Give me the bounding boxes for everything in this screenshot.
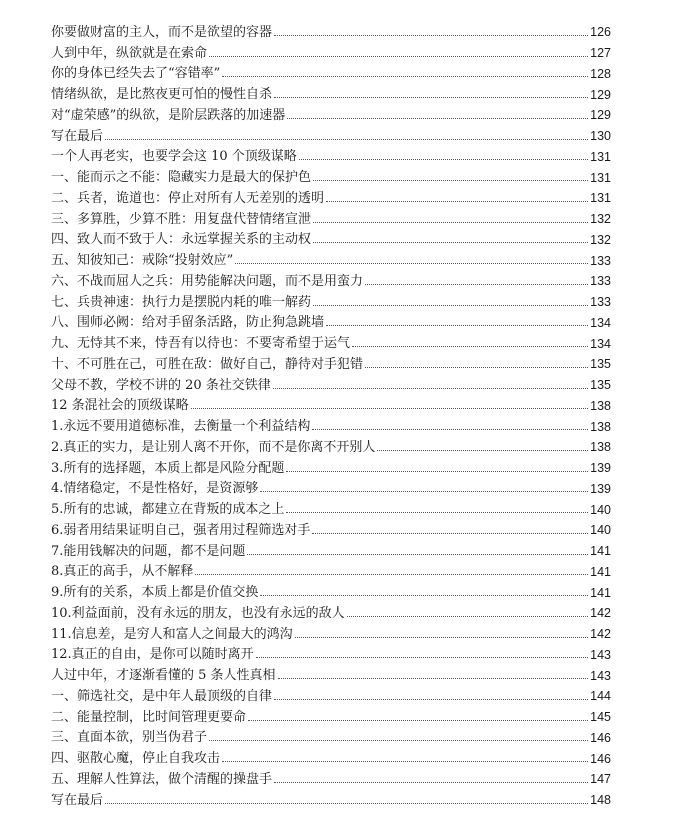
toc-entry-title[interactable]: 五、知彼知己：戒除“投射效应” xyxy=(51,253,234,268)
toc-entry-title[interactable]: 3.所有的选择题，本质上都是风险分配题 xyxy=(51,460,285,476)
toc-entry[interactable] xyxy=(51,145,611,166)
dot-leader xyxy=(299,159,588,160)
toc-entry[interactable] xyxy=(51,684,611,705)
toc-entry-page-number[interactable]: 142 xyxy=(590,606,611,621)
dot-leader xyxy=(365,284,588,285)
toc-entry-title[interactable]: 12 条混社会的顶级谋略 xyxy=(51,398,189,414)
toc-entry-page-number[interactable]: 132 xyxy=(590,232,611,247)
toc-entry-page-number[interactable]: 138 xyxy=(590,398,611,413)
toc-entry-page-number[interactable]: 139 xyxy=(590,461,611,475)
toc-entry-page-number[interactable]: 131 xyxy=(590,191,611,206)
toc-entry-title[interactable]: 七、兵贵神速：执行力是摆脱内耗的唯一解药 xyxy=(51,294,312,310)
toc-entry[interactable] xyxy=(51,746,611,767)
dot-leader xyxy=(209,56,588,57)
toc-entry[interactable] xyxy=(51,394,611,415)
toc-entry-title[interactable]: 12.真正的自由，是你可以随时离开 xyxy=(51,647,254,663)
toc-entry-title[interactable]: 你的身体已经失去了“容错率” xyxy=(51,66,221,82)
toc-entry-title[interactable]: 一、能而示之不能：隐藏实力是最大的保护色 xyxy=(51,170,312,185)
toc-entry-title[interactable]: 你要做财富的主人，而不是欲望的容器 xyxy=(51,24,273,40)
dot-leader xyxy=(313,305,588,306)
toc-entry-page-number[interactable]: 141 xyxy=(590,585,611,600)
toc-entry-title[interactable]: 7.能用钱解决的问题，都不是问题 xyxy=(51,543,246,559)
toc-entry-page-number[interactable]: 139 xyxy=(590,481,611,496)
dot-leader xyxy=(273,388,588,389)
toc-entry-page-number[interactable]: 140 xyxy=(590,523,611,538)
dot-leader xyxy=(209,740,588,741)
toc-entry-title[interactable]: 一个人再老实，也要学会这 10 个顶级谋略 xyxy=(51,149,297,165)
toc-entry-page-number[interactable]: 143 xyxy=(590,647,611,662)
toc-entry[interactable] xyxy=(51,331,611,352)
dot-leader xyxy=(326,325,588,326)
toc-entry-page-number[interactable]: 130 xyxy=(590,129,611,143)
dot-leader xyxy=(260,595,588,596)
toc-entry-page-number[interactable]: 135 xyxy=(590,357,611,372)
dot-leader xyxy=(286,512,588,513)
toc-entry-title[interactable]: 人过中年，才逐渐看懂的 5 条人性真相 xyxy=(51,668,276,683)
toc-entry-title[interactable]: 二、兵者，诡道也：停止对所有人无差别的透明 xyxy=(51,190,325,206)
toc-entry[interactable] xyxy=(51,726,611,747)
dot-leader xyxy=(365,367,588,368)
dot-leader xyxy=(256,657,588,658)
toc-entry-title[interactable]: 11.信息差，是穷人和富人之间最大的鸿沟 xyxy=(51,626,293,642)
toc-entry[interactable] xyxy=(51,788,611,809)
toc-entry-title[interactable]: 十、不可胜在己，可胜在敌：做好自己，静待对手犯错 xyxy=(51,356,364,372)
toc-entry[interactable] xyxy=(51,435,611,456)
toc-entry-page-number[interactable]: 132 xyxy=(590,212,611,226)
toc-entry-page-number[interactable]: 138 xyxy=(590,440,611,455)
toc-entry[interactable] xyxy=(51,186,611,207)
toc-entry-page-number[interactable]: 146 xyxy=(590,751,611,766)
dot-leader xyxy=(105,139,588,140)
toc-entry[interactable] xyxy=(51,539,611,560)
toc-entry[interactable] xyxy=(51,41,611,62)
toc-entry-title[interactable]: 一、筛选社交，是中年人最顶级的自律 xyxy=(51,688,273,704)
toc-entry[interactable] xyxy=(51,228,611,249)
dot-leader xyxy=(286,471,588,472)
dot-leader xyxy=(247,554,588,555)
toc-entry[interactable] xyxy=(51,82,611,103)
toc-entry-title[interactable]: 八、围师必阙：给对手留条活路，防止狗急跳墙 xyxy=(51,315,325,331)
toc-entry-title[interactable]: 9.所有的关系，本质上都是价值交换 xyxy=(51,585,259,600)
dot-leader xyxy=(352,346,588,347)
toc-entry-title[interactable]: 父母不教，学校不讲的 20 条社交铁律 xyxy=(51,377,271,393)
toc-entry-page-number[interactable]: 147 xyxy=(590,772,611,787)
toc-entry[interactable] xyxy=(51,580,611,601)
toc-entry[interactable] xyxy=(51,290,611,311)
dot-leader xyxy=(274,782,588,783)
toc-entry-title[interactable]: 五、理解人性算法，做个清醒的操盘手 xyxy=(51,771,273,787)
toc-entry-page-number[interactable]: 134 xyxy=(590,336,611,351)
toc-entry-page-number[interactable]: 145 xyxy=(590,710,611,724)
toc-entry-title[interactable]: 10.利益面前，没有永远的朋友，也没有永远的敌人 xyxy=(51,605,345,621)
dot-leader xyxy=(260,491,588,492)
toc-entry[interactable] xyxy=(51,477,611,498)
toc-entry-title[interactable]: 二、能量控制，比时间管理更要命 xyxy=(51,709,247,725)
toc-entry-page-number[interactable]: 127 xyxy=(590,46,611,60)
toc-entry-title[interactable]: 四、驱散心魔，停止自我攻击 xyxy=(51,751,221,766)
toc-entry[interactable] xyxy=(51,518,611,539)
toc-entry-page-number[interactable]: 129 xyxy=(590,87,611,102)
dot-leader xyxy=(326,201,588,202)
dot-leader xyxy=(274,97,588,98)
toc-entry[interactable] xyxy=(51,311,611,332)
dot-leader xyxy=(195,574,588,575)
toc-entry[interactable] xyxy=(51,663,611,684)
toc-entry-page-number[interactable]: 141 xyxy=(590,564,611,579)
toc-entry-page-number[interactable]: 134 xyxy=(590,315,611,330)
dot-leader xyxy=(278,678,589,679)
toc-entry[interactable] xyxy=(51,248,611,269)
dot-leader xyxy=(274,699,588,700)
toc-entry-page-number[interactable]: 144 xyxy=(590,689,611,704)
toc-entry-title[interactable]: 情绪纵欲，是比熬夜更可怕的慢性自杀 xyxy=(51,87,273,102)
toc-entry[interactable] xyxy=(51,124,611,145)
toc-entry-page-number[interactable]: 131 xyxy=(590,170,611,185)
toc-entry[interactable] xyxy=(51,373,611,394)
toc-entry-page-number[interactable]: 138 xyxy=(590,419,611,434)
toc-entry-page-number[interactable]: 133 xyxy=(590,295,611,309)
toc-entry-title[interactable]: 4.情绪稳定，不是性格好，是资源够 xyxy=(51,481,259,497)
toc-entry-page-number[interactable]: 148 xyxy=(590,793,611,807)
toc-entry[interactable] xyxy=(51,643,611,664)
dot-leader xyxy=(295,637,588,638)
toc-entry-title[interactable]: 九、无恃其不来，恃吾有以待也：不要寄希望于运气 xyxy=(51,336,351,351)
dot-leader xyxy=(313,222,588,223)
dot-leader xyxy=(347,616,588,617)
toc-entry-title[interactable]: 三、直面本欲，别当伪君子 xyxy=(51,730,208,746)
toc-entry[interactable] xyxy=(51,622,611,643)
dot-leader xyxy=(313,180,588,181)
dot-leader xyxy=(105,803,588,804)
toc-entry-page-number[interactable]: 133 xyxy=(590,274,611,289)
toc-entry[interactable] xyxy=(51,456,611,477)
dot-leader xyxy=(312,533,588,534)
toc-entry-title[interactable]: 1.永远不要用道德标准，去衡量一个利益结构 xyxy=(51,419,311,434)
toc-entry-title[interactable]: 2.真正的实力，是让别人离不开你，而不是你离不开别人 xyxy=(51,439,376,455)
toc-entry[interactable] xyxy=(51,103,611,124)
dot-leader xyxy=(222,76,588,77)
toc-entry[interactable] xyxy=(51,560,611,581)
toc-entry-page-number[interactable]: 140 xyxy=(590,502,611,517)
table-of-contents xyxy=(51,20,611,809)
toc-entry-title[interactable]: 人到中年，纵欲就是在索命 xyxy=(51,45,208,61)
toc-entry-title[interactable]: 对“虚荣感”的纵欲，是阶层跌落的加速器 xyxy=(51,107,286,123)
toc-entry-title[interactable]: 8.真正的高手，从不解释 xyxy=(51,564,194,580)
toc-entry-title[interactable]: 三、多算胜，少算不胜：用复盘代替情绪宣泄 xyxy=(51,211,312,227)
toc-entry-page-number[interactable]: 126 xyxy=(590,25,611,40)
dot-leader xyxy=(235,263,588,264)
toc-entry-page-number[interactable]: 133 xyxy=(590,253,611,268)
toc-entry[interactable] xyxy=(51,601,611,622)
toc-entry[interactable] xyxy=(51,497,611,518)
dot-leader xyxy=(377,450,588,451)
dot-leader xyxy=(274,35,588,36)
dot-leader xyxy=(248,720,588,721)
toc-entry[interactable] xyxy=(51,165,611,186)
toc-entry[interactable] xyxy=(51,352,611,373)
toc-entry-title[interactable]: 四、致人而不致于人：永远掌握关系的主动权 xyxy=(51,232,312,248)
toc-entry[interactable] xyxy=(51,414,611,435)
toc-entry-page-number[interactable]: 142 xyxy=(590,627,611,641)
toc-entry-page-number[interactable]: 135 xyxy=(590,378,611,392)
dot-leader xyxy=(312,429,588,430)
toc-entry[interactable] xyxy=(51,20,611,41)
toc-entry[interactable] xyxy=(51,705,611,726)
toc-entry[interactable] xyxy=(51,62,611,83)
toc-entry-page-number[interactable]: 146 xyxy=(590,730,611,745)
toc-entry-page-number[interactable]: 131 xyxy=(590,149,611,164)
toc-entry-title[interactable]: 写在最后 xyxy=(51,128,104,144)
dot-leader xyxy=(313,242,588,243)
dot-leader xyxy=(222,761,588,762)
toc-entry-title[interactable]: 6.弱者用结果证明自己，强者用过程筛选对手 xyxy=(51,522,311,538)
toc-entry-title[interactable]: 5.所有的忠诚，都建立在背叛的成本之上 xyxy=(51,502,285,517)
dot-leader xyxy=(287,118,588,119)
toc-entry-title[interactable]: 写在最后 xyxy=(51,792,104,808)
toc-entry[interactable] xyxy=(51,269,611,290)
toc-entry-page-number[interactable]: 141 xyxy=(590,544,611,558)
dot-leader xyxy=(191,408,588,409)
toc-entry-page-number[interactable]: 128 xyxy=(590,66,611,81)
toc-entry[interactable] xyxy=(51,767,611,788)
toc-entry[interactable] xyxy=(51,207,611,228)
toc-entry-page-number[interactable]: 129 xyxy=(590,108,611,123)
toc-entry-title[interactable]: 六、不战而屈人之兵：用势能解决问题，而不是用蛮力 xyxy=(51,273,364,289)
toc-entry-page-number[interactable]: 143 xyxy=(590,668,611,683)
